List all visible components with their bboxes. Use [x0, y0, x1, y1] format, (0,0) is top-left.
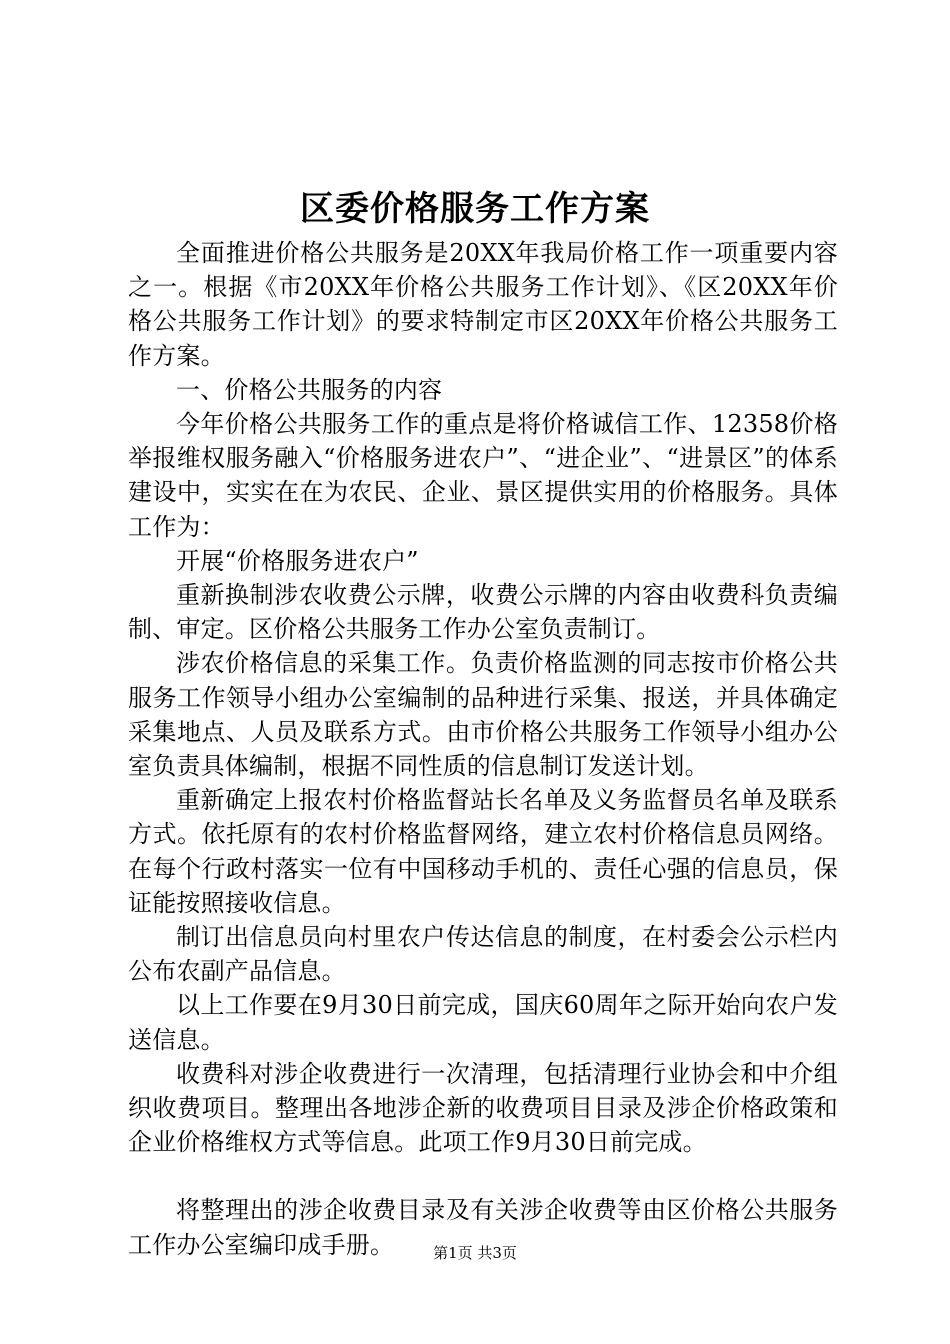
paragraph-intro: 全面推进价格公共服务是20XX年我局价格工作一项重要内容之一。根据《市20XX年价格公共服务工作计划》、《区20XX年价格公共服务工作计划》的要求特制定市区20XX年价格公共服务工作方案。	[128, 239, 838, 370]
paragraph-supervisor-list: 重新确定上报农村价格监督站长名单及义务监督员名单及联系方式。依托原有的农村价格监督网络，建立农村价格信息员网络。在每个行政村落实一位有中国移动手机的、责任心强的信息员，保证能按照接收信息。	[128, 786, 838, 917]
paragraph-deadline: 以上工作要在9月30日前完成，国庆60周年之际开始向农户发送信息。	[128, 991, 838, 1054]
subheading-farmers: 开展“价格服务进农户”	[176, 546, 419, 575]
paragraph-enterprise-fees: 收费科对涉企收费进行一次清理，包括清理行业协会和中介组织收费项目。整理出各地涉企新的收费项目目录及涉企价格政策和企业价格维权方式等信息。此项工作9月30日前完成。	[128, 1059, 838, 1157]
page-indicator: 第1页 共3页	[433, 1244, 517, 1262]
paragraph-fee-board: 重新换制涉农收费公示牌，收费公示牌的内容由收费科负责编制、审定。区价格公共服务工作办公室负责制订。	[128, 581, 838, 644]
paragraph-handbook: 将整理出的涉企收费目录及有关涉企收费等由区价格公共服务工作办公室编印成手册。	[128, 1196, 838, 1259]
document-body	[128, 236, 838, 1262]
paragraph-info-system: 制订出信息员向村里农户传达信息的制度，在村委会公示栏内公布农副产品信息。	[128, 923, 838, 986]
document-title: 区委价格服务工作方案	[300, 189, 650, 229]
paragraph-price-info-collection: 涉农价格信息的采集工作。负责价格监测的同志按市价格公共服务工作领导小组办公室编制的品种进行采集、报送，并具体确定采集地点、人员及联系方式。由市价格公共服务工作领导小组办公室负责具体编制，根据不同性质的信息制订发送计划。	[128, 649, 838, 781]
section-heading-content: 一、价格公共服务的内容	[176, 375, 443, 404]
paragraph-focus: 今年价格公共服务工作的重点是将价格诚信工作、12358价格举报维权服务融入“价格服务进农户”、“进企业”、“进景区”的体系建设中，实实在在为农民、企业、景区提供实用的价格服务。具体工作为：	[128, 410, 838, 541]
